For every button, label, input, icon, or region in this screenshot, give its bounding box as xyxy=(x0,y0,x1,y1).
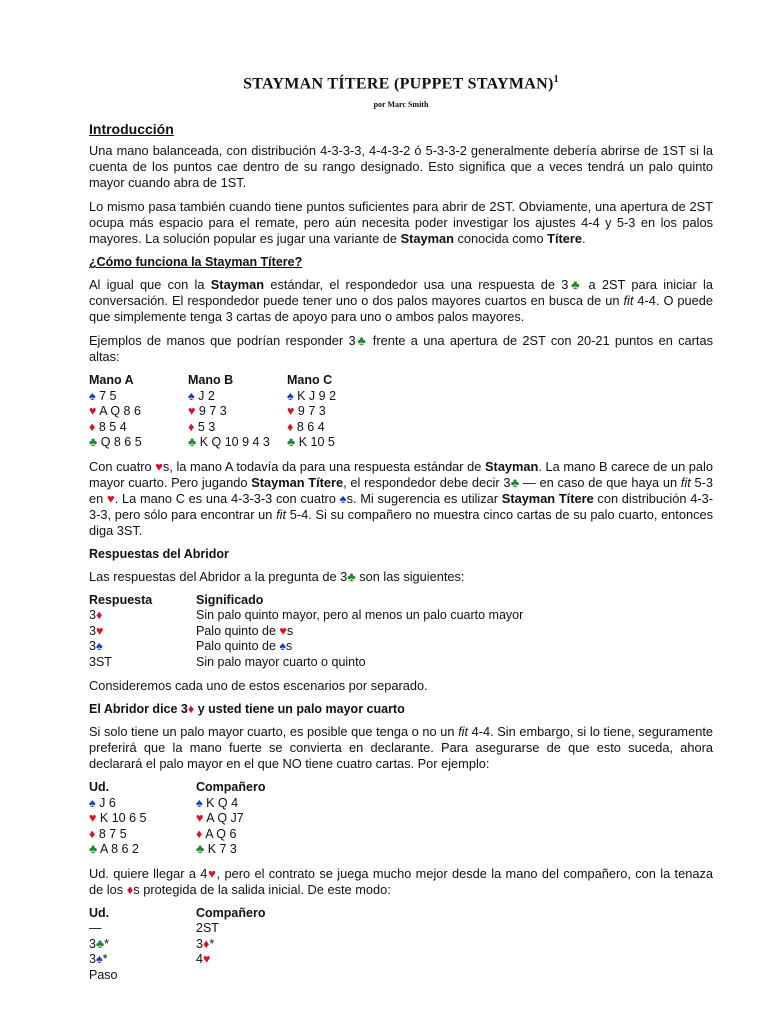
diamond-icon: ♦ xyxy=(95,608,103,623)
table-row: 3♠ Palo quinto de ♠s xyxy=(89,639,293,654)
table-row: — 2ST xyxy=(89,921,219,936)
paragraph-consideremos: Consideremos cada uno de estos escenarios por separado. xyxy=(89,678,428,694)
spade-icon: ♠ xyxy=(95,952,103,967)
spade-icon: ♠ xyxy=(188,388,195,403)
heading-como-funciona: ¿Cómo funciona la Stayman Títere? xyxy=(89,255,303,270)
paragraph-intro-1: Una mano balanceada, con distribución 4-3-3-3, 4-4-3-2 ó 5-3-3-2 generalmente debería abrirse de 1ST si la cuenta de los puntos cae dentro de su rango designado. Esto significa que a veces tendrá un palo quinto mayor cuando abra de 1ST. xyxy=(89,143,713,191)
heart-icon: ♥ xyxy=(287,404,295,419)
heart-icon: ♥ xyxy=(95,623,104,638)
table-row: 3♦ Sin palo quinto mayor, pero al menos un palo cuarto mayor xyxy=(89,608,524,623)
club-icon: ♣ xyxy=(196,842,205,857)
heart-icon: ♥ xyxy=(188,404,196,419)
club-icon: ♣ xyxy=(347,568,356,584)
diamond-icon: ♦ xyxy=(89,419,96,434)
spade-icon: ♠ xyxy=(89,795,96,810)
hand-ud: Ud. ♠ J 6 ♥ K 10 6 5 ♦ 8 7 5 ♣ A 8 6 2 xyxy=(89,780,147,857)
hand-a: Mano A ♠ 7 5 ♥ A Q 8 6 ♦ 8 5 4 ♣ Q 8 6 5 xyxy=(89,373,142,450)
diamond-icon: ♦ xyxy=(287,419,294,434)
heart-icon: ♥ xyxy=(207,865,217,881)
responses-table xyxy=(89,593,713,671)
club-icon: ♣ xyxy=(188,435,197,450)
heart-icon: ♥ xyxy=(106,490,115,506)
paragraph-palo-cuarto: Si solo tiene un palo mayor cuarto, es posible que tenga o no un fit 4-4. Sin embargo, si lo tiene, seguramente preferirá que la mano fuerte se convierta en declarante. Para asegurarse de que esto suceda, ahora declarará el palo mayor en el que NO tiene cuatro cartas. Por ejemplo: xyxy=(89,724,713,772)
spade-icon: ♠ xyxy=(95,639,103,654)
club-icon: ♣ xyxy=(95,936,105,951)
table-header: Respuesta Significado xyxy=(89,592,264,607)
document-title: STAYMAN TÍTERE (PUPPET STAYMAN)$^1$ xyxy=(243,74,559,93)
footnote-marker: 1 xyxy=(553,74,559,85)
spade-icon: ♠ xyxy=(196,795,203,810)
diamond-icon: ♦ xyxy=(126,881,134,897)
diamond-icon: ♦ xyxy=(187,702,195,717)
table-row: 3♣* 3♦* xyxy=(89,936,215,951)
example-hands xyxy=(89,373,713,451)
paragraph-ejemplos: Ejemplos de manos que podrían responder 3♣ frente a una apertura de 2ST con 20-21 puntos en cartas altas: xyxy=(89,333,713,365)
heart-icon: ♥ xyxy=(279,623,287,638)
club-icon: ♣ xyxy=(568,277,583,293)
diamond-icon: ♦ xyxy=(89,826,96,841)
club-icon: ♣ xyxy=(287,435,296,450)
heart-icon: ♥ xyxy=(196,811,204,826)
diamond-icon: ♦ xyxy=(202,936,210,951)
hand-b: Mano B ♠ J 2 ♥ 9 7 3 ♦ 5 3 ♣ K Q 10 9 4 3 xyxy=(188,373,270,450)
heading-abridor-3d: El Abridor dice 3♦ y usted tiene un palo mayor cuarto xyxy=(89,702,405,717)
hand-companero: Compañero ♠ K Q 4 ♥ A Q J7 ♦ A Q 6 ♣ K 7 3 xyxy=(196,780,266,857)
heart-icon: ♥ xyxy=(89,811,97,826)
paragraph-respuestas: Las respuestas del Abridor a la pregunta de 3♣ son las siguientes: xyxy=(89,568,465,584)
club-icon: ♣ xyxy=(510,474,520,490)
heart-icon: ♥ xyxy=(155,458,163,474)
paragraph-analisis: Con cuatro ♥s, la mano A todavía da para una respuesta estándar de Stayman. La mano B carece de un palo mayor cuarto. Pero jugando Stayman Títere, el respondedor debe decir 3♣ — en caso de que haya un fit 5-3 en ♥. La mano C es una 4-3-3-3 con cuatro ♠s. Mi sugerencia es utilizar Stayman Títere con distribución 4-3-3-3, pero sólo para encontrar un fit 5-4. Si su compañero no muestra cinco cartas de su palo cuarto, entonces diga 3ST. xyxy=(89,458,713,538)
club-icon: ♣ xyxy=(89,842,98,857)
table-header: Ud. Compañero xyxy=(89,905,266,920)
spade-icon: ♠ xyxy=(89,388,96,403)
spade-icon: ♠ xyxy=(287,388,294,403)
table-row: Paso xyxy=(89,967,118,982)
heading-respuestas: Respuestas del Abridor xyxy=(89,546,229,561)
table-row: 3♠* 4♥ xyxy=(89,952,211,967)
bidding-sequence xyxy=(89,906,713,984)
diamond-icon: ♦ xyxy=(196,826,203,841)
heart-icon: ♥ xyxy=(89,404,97,419)
spade-icon: ♠ xyxy=(279,639,287,654)
spade-icon: ♠ xyxy=(339,490,347,506)
diamond-icon: ♦ xyxy=(188,419,195,434)
paragraph-como-1: Al igual que con la Stayman estándar, el respondedor usa una respuesta de 3♣ a 2ST para iniciar la conversación. El respondedor puede tener uno o dos palos mayores cuartos en busca de un fit 4-4. O puede que simplemente tenga 3 cartas de apoyo para uno o ambos palos mayores. xyxy=(89,277,713,325)
heart-icon: ♥ xyxy=(202,952,211,967)
example-hands-2 xyxy=(89,780,713,858)
hand-c: Mano C ♠ K J 9 2 ♥ 9 7 3 ♦ 8 6 4 ♣ K 10 5 xyxy=(287,373,337,450)
paragraph-intro-2: Lo mismo pasa también cuando tiene puntos suficientes para abrir de 2ST. Obviamente, una apertura de 2ST ocupa más espacio para el remate, pero aún necesita poder investigar los ajustes 4-4 y 5-3 en los palos mayores. La solución popular es jugar una variante de Stayman conocida como Títere. xyxy=(89,199,713,247)
club-icon: ♣ xyxy=(89,435,98,450)
heading-introduccion: Introducción xyxy=(89,121,174,138)
club-icon: ♣ xyxy=(355,333,368,349)
paragraph-llegar-4h: Ud. quiere llegar a 4♥, pero el contrato se juega mucho mejor desde la mano del compañero, con la tenaza de los ♦s protegida de la salida inicial. De este modo: xyxy=(89,865,713,897)
table-row: 3ST Sin palo mayor cuarto o quinto xyxy=(89,654,366,669)
table-row: 3♥ Palo quinto de ♥s xyxy=(89,623,294,638)
author-line: por Marc Smith xyxy=(373,100,429,110)
